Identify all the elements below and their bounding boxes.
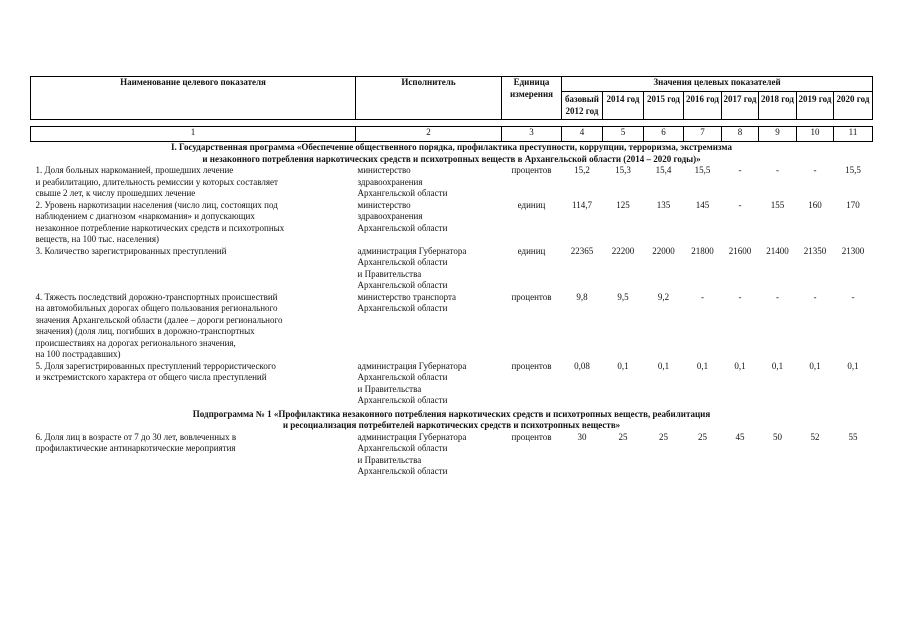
indicator-value: 22365 xyxy=(570,245,594,256)
indicator-value: 0,1 xyxy=(847,360,859,371)
indicator-value: 21600 xyxy=(728,245,752,256)
indicator-name-line: веществ, на 100 тыс. населения) xyxy=(35,234,159,244)
indicator-value: 15,2 xyxy=(574,165,590,175)
indicator-name-line: и реабилитацию, длительность ремиссии у которых составляет xyxy=(35,176,278,187)
header-year: 2014 год xyxy=(603,92,644,120)
table-row xyxy=(31,246,873,292)
unit: процентов xyxy=(511,165,552,175)
executor-line: Архангельской области xyxy=(357,257,448,267)
indicator-name xyxy=(31,246,356,292)
column-number: 6 xyxy=(644,127,684,142)
indicator-name-line: 1. Доля больных наркоманией, прошедших лечение xyxy=(35,165,234,175)
indicator-value: 30 xyxy=(577,431,587,442)
executor-line: здравоохранения xyxy=(357,176,423,187)
executor-line: министерство транспорта xyxy=(357,291,457,302)
indicator-value: 25 xyxy=(618,431,628,442)
header-year: 2015 год xyxy=(644,92,684,120)
indicator-value: 0,08 xyxy=(574,360,590,371)
executor xyxy=(356,432,502,478)
indicator-name-line: наблюдением с диагнозом «наркомания» и допускающих xyxy=(35,211,255,221)
indicator-value: 0,1 xyxy=(771,360,784,371)
header-executor: Исполнитель xyxy=(356,77,502,120)
indicator-value: 52 xyxy=(810,431,820,442)
indicator-name-line: на 100 пострадавших) xyxy=(35,349,121,359)
column-number: 1 xyxy=(31,127,356,142)
indicator-value: 45 xyxy=(735,431,745,442)
indicator-value: 0,1 xyxy=(696,360,709,371)
table-row xyxy=(31,165,873,200)
indicator-value: 15,3 xyxy=(615,165,631,175)
indicator-value: 0,1 xyxy=(809,360,821,371)
subprogram-title-row xyxy=(31,407,873,432)
indicator-value: - xyxy=(701,291,704,302)
indicator-value: - xyxy=(738,199,742,210)
header-year: базовый 2012 год xyxy=(562,92,603,120)
indicator-value: 170 xyxy=(846,199,860,210)
executor xyxy=(356,246,502,292)
column-number: 5 xyxy=(603,127,644,142)
column-numbers-row xyxy=(31,127,873,142)
indicator-value: 21350 xyxy=(803,245,827,256)
indicator-value: - xyxy=(776,165,779,175)
indicator-value: 9,2 xyxy=(657,291,670,302)
section-title-row xyxy=(31,142,873,166)
unit: единиц xyxy=(517,245,546,256)
column-number: 2 xyxy=(356,127,502,142)
indicator-value: - xyxy=(738,165,742,175)
indicator-name-line: 6. Доля лиц в возрасте от 7 до 30 лет, вовлеченных в xyxy=(35,431,237,442)
section-title xyxy=(31,142,873,166)
header-year: 2018 год xyxy=(759,92,797,120)
indicator-name-line: и экстремистского характера от общего числа преступлений xyxy=(35,372,267,382)
indicator-value: 25 xyxy=(659,431,668,442)
header-year: 2016 год xyxy=(684,92,722,120)
indicator-value: 15,5 xyxy=(694,165,711,175)
indicator-value: - xyxy=(738,291,742,302)
executor-line: администрация Губернатора xyxy=(357,360,467,371)
indicator-value: 22000 xyxy=(652,245,675,256)
indicator-value: 22200 xyxy=(611,245,635,256)
header-year: 2017 год xyxy=(722,92,759,120)
indicator-name-line: 2. Уровень наркотизации населения (число лиц, состоящих под xyxy=(35,199,278,210)
table-row xyxy=(31,432,873,478)
indicator-value: 21300 xyxy=(841,245,865,256)
executor-line: министерство xyxy=(357,165,411,175)
table-row xyxy=(31,361,873,407)
executor-line: здравоохранения xyxy=(357,211,423,221)
indicator-value: 0,1 xyxy=(734,360,746,371)
indicator-value: - xyxy=(776,291,779,302)
indicator-value: - xyxy=(851,291,855,302)
table-row xyxy=(31,200,873,246)
executor-line: министерство xyxy=(357,199,411,210)
indicator-name xyxy=(31,432,356,478)
executor-line: и Правительства xyxy=(357,383,422,394)
indicator-value: 0,1 xyxy=(657,360,670,371)
section-title-line2: и незаконного потребления наркотических средств и психотропных веществ в Архангельской области (2014 – 2020 годы)» xyxy=(202,153,701,164)
column-number: 10 xyxy=(797,127,834,142)
column-number: 11 xyxy=(834,127,873,142)
column-number: 3 xyxy=(502,127,562,142)
header-year: 2019 год xyxy=(797,92,834,120)
executor-line: Архангельской области xyxy=(357,280,448,290)
header-values: Значения целевых показателей xyxy=(562,77,873,92)
indicator-value: - xyxy=(813,291,817,302)
indicator-name-line: значения Архангельской области (далее – дороги регионального xyxy=(35,314,283,325)
indicator-name xyxy=(31,165,356,200)
executor xyxy=(356,361,502,407)
indicator-name-line: 4. Тяжесть последствий дорожно-транспортных происшествий xyxy=(35,291,278,302)
indicator-name-line: происшествиях на дорогах регионального значения, xyxy=(35,337,236,348)
header-year: 2020 год xyxy=(834,92,873,120)
column-number: 7 xyxy=(684,127,722,142)
executor-line: Архангельской области xyxy=(357,188,448,198)
indicator-value: 0,1 xyxy=(617,360,629,371)
indicator-name xyxy=(31,200,356,246)
indicator-value: 55 xyxy=(848,431,858,442)
column-number: 9 xyxy=(759,127,797,142)
unit: процентов xyxy=(511,360,552,371)
indicator-value: 21400 xyxy=(766,245,789,256)
indicator-value: 155 xyxy=(770,199,785,210)
indicator-name-line: незаконное потребление наркотических средств и психотропных xyxy=(35,222,285,233)
section-title-line1: I. Государственная программа «Обеспечение общественного порядка, профилактика преступности, коррупции, терроризма, экстремизма xyxy=(171,142,732,152)
executor xyxy=(356,200,502,246)
executor-line: Архангельской области xyxy=(357,303,448,313)
executor-line: Архангельской области xyxy=(357,443,448,453)
indicator-name-line: свыше 2 лет, к числу прошедших лечение xyxy=(35,188,196,198)
column-number: 8 xyxy=(722,127,759,142)
executor xyxy=(356,292,502,361)
indicator-value: 15,4 xyxy=(655,165,672,175)
indicator-name xyxy=(31,361,356,407)
indicator-value: 125 xyxy=(616,199,630,210)
unit: процентов xyxy=(511,291,552,302)
executor-line: Архангельской области xyxy=(357,466,448,476)
executor-line: Архангельской области xyxy=(357,222,448,233)
indicators-table xyxy=(30,76,873,478)
indicator-value: 114,7 xyxy=(572,199,592,210)
indicator-name-line: значения) (доля лиц, погибших в дорожно-транспортных xyxy=(35,326,255,336)
indicator-value: 9,8 xyxy=(576,291,588,302)
executor-line: Архангельской области xyxy=(357,372,448,382)
table-header-row xyxy=(31,77,873,92)
indicator-name-line: на автомобильных дорогах общего пользования регионального xyxy=(35,303,278,313)
indicator-value: 50 xyxy=(773,431,782,442)
indicator-name-line: 5. Доля зарегистрированных преступлений террористического xyxy=(35,360,276,371)
column-number: 4 xyxy=(562,127,603,142)
indicator-name-line: профилактические антинаркотические мероприятия xyxy=(35,443,236,453)
header-unit: Единица измерения xyxy=(502,77,562,120)
executor-line: и Правительства xyxy=(357,454,422,465)
indicator-value: 9,5 xyxy=(617,291,629,302)
executor-line: Архангельской области xyxy=(357,395,448,405)
indicator-value: 135 xyxy=(656,199,671,210)
indicator-name xyxy=(31,292,356,361)
indicator-name-line: 3. Количество зарегистрированных преступлений xyxy=(35,245,227,256)
executor-line: и Правительства xyxy=(357,268,422,279)
unit: единиц xyxy=(517,199,546,210)
executor xyxy=(356,165,502,200)
indicator-value: 15,5 xyxy=(845,165,861,175)
executor-line: администрация Губернатора xyxy=(357,431,467,442)
indicator-value: 21800 xyxy=(691,245,714,256)
header-name: Наименование целевого показателя xyxy=(31,77,356,120)
indicator-value: 145 xyxy=(695,199,710,210)
subprogram-title xyxy=(31,407,873,432)
subprogram-title-line2: и ресоциализация потребителей наркотических средств и психотропных веществ» xyxy=(282,420,621,430)
unit: процентов xyxy=(511,431,552,442)
table-row xyxy=(31,292,873,361)
indicator-value: 160 xyxy=(808,199,822,210)
indicator-value: - xyxy=(813,165,817,175)
indicator-value: 25 xyxy=(698,431,707,442)
executor-line: администрация Губернатора xyxy=(357,245,467,256)
subprogram-title-line1: Подпрограмма № 1 «Профилактика незаконного потребления наркотических средств и психотропных веществ, реабилитация xyxy=(192,408,711,419)
